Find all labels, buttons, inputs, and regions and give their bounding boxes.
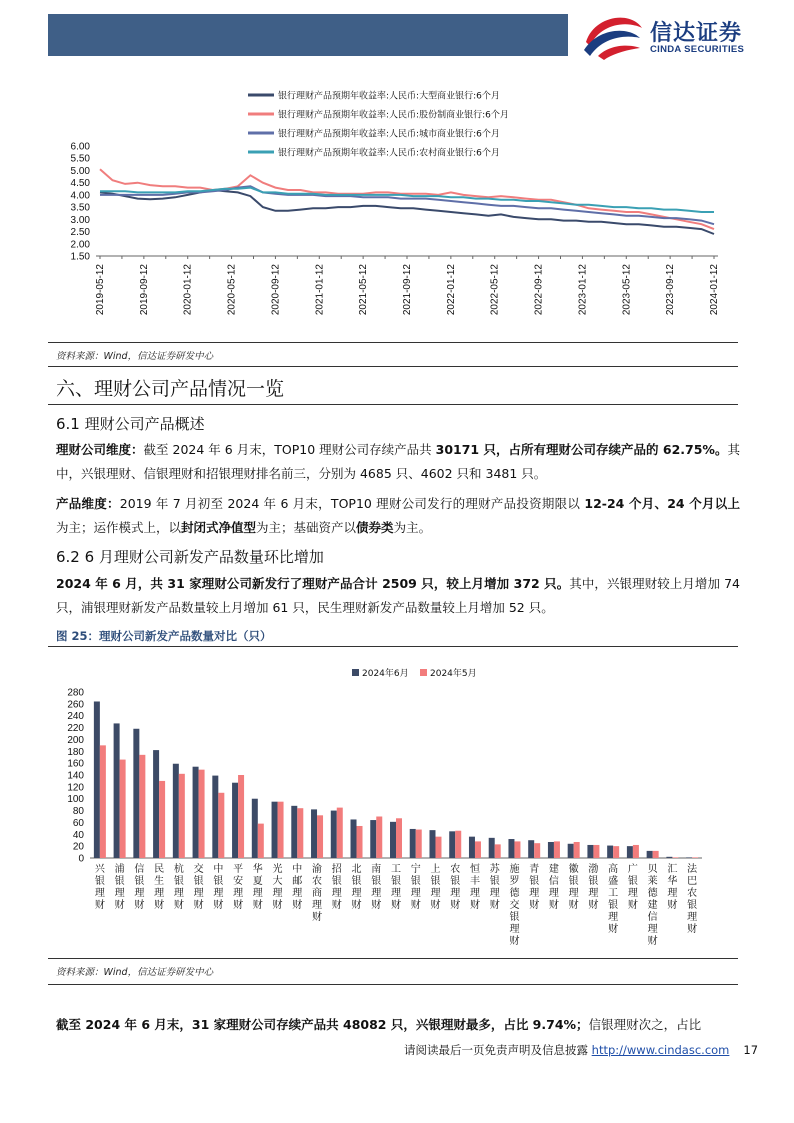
y-tick-label: 160 <box>67 758 84 770</box>
divider <box>48 646 738 647</box>
footer-disclaimer: 请阅读最后一页免责声明及信息披露 <box>404 1043 592 1057</box>
p1-text-2: 其中，兴银理财、信银理财和招银理财排名前三，分别为 4685 只、4602 只和 3481 只。 <box>56 442 740 481</box>
footer <box>404 1042 758 1058</box>
y-tick-label: 280 <box>67 687 84 699</box>
bar <box>357 826 363 858</box>
bar <box>514 841 520 858</box>
figure-25-title: 图 25：理财公司新发产品数量对比（只） <box>56 629 272 643</box>
y-tick-label: 3.50 <box>70 202 90 214</box>
cinda-logo-mark <box>580 12 646 60</box>
p4-bold: 截至 2024 年 6 月末，31 家理财公司存续产品共 48082 只，兴银理财最多，占比 9.74%； <box>56 1017 589 1032</box>
bar <box>390 822 396 858</box>
x-tick-label: 2020-01-12 <box>182 264 194 316</box>
bar <box>351 819 357 858</box>
x-category-label: 浦银理财 <box>114 864 125 911</box>
y-tick-label: 40 <box>72 829 84 841</box>
bar <box>574 842 580 858</box>
y-tick-label: 60 <box>72 817 84 829</box>
bar <box>548 842 554 858</box>
x-category-label: 法巴农银理财 <box>687 864 698 935</box>
p2-text-4: 为主。 <box>393 520 432 535</box>
bar <box>429 830 435 858</box>
bar <box>376 817 382 859</box>
y-tick-label: 5.50 <box>70 153 90 165</box>
bar <box>554 841 560 858</box>
legend-label: 银行理财产品预期年收益率:人民币:农村商业银行:6个月 <box>278 148 500 159</box>
x-category-label: 青银理财 <box>529 864 540 911</box>
paragraph-3 <box>56 572 740 620</box>
bar <box>370 820 376 858</box>
bar <box>199 770 205 858</box>
bar <box>133 729 139 858</box>
y-tick-label: 180 <box>67 746 84 758</box>
bar-chart <box>52 660 742 950</box>
p2-text-3: 为主；基础资产以 <box>256 520 357 535</box>
x-category-label: 施罗德交银理财 <box>509 864 520 947</box>
x-category-label: 农银理财 <box>450 864 461 911</box>
x-tick-label: 2022-01-12 <box>445 264 457 316</box>
logo-text-cn: 信达证券 <box>650 21 743 46</box>
bar <box>627 846 633 858</box>
bar <box>238 775 244 858</box>
x-category-label: 渤银理财 <box>588 864 599 911</box>
legend-label: 银行理财产品预期年收益率:人民币:股份制商业银行:6个月 <box>278 110 509 121</box>
bar <box>607 846 613 858</box>
x-category-label: 招银理财 <box>331 864 342 911</box>
x-tick-label: 2023-05-12 <box>621 264 633 316</box>
bar <box>534 843 540 858</box>
bar <box>159 781 165 858</box>
bar <box>489 838 495 858</box>
divider <box>48 404 738 405</box>
subsection-title-6-2: 6.2 6 月理财公司新发产品数量环比增加 <box>56 548 324 566</box>
x-category-label: 北银理财 <box>351 864 362 911</box>
bar <box>455 831 461 858</box>
y-tick-label: 200 <box>67 734 84 746</box>
bar <box>672 857 678 858</box>
p1-lead: 理财公司维度： <box>56 442 144 457</box>
figure-24 <box>56 78 746 348</box>
bar <box>212 776 218 858</box>
bar <box>100 745 106 858</box>
bar <box>435 837 441 858</box>
bar <box>291 806 297 858</box>
legend-swatch <box>352 669 359 676</box>
p1-text: 截至 2024 年 6 月末，TOP10 理财公司存续产品共 <box>143 442 436 457</box>
legend-label: 2024年6月 <box>362 669 409 679</box>
bar <box>495 844 501 858</box>
y-tick-label: 140 <box>67 770 84 782</box>
paragraph-1 <box>56 438 740 486</box>
bar <box>692 857 698 858</box>
p2-highlight-2: 封闭式净值型 <box>181 520 257 535</box>
bar <box>114 723 120 858</box>
bar <box>179 774 185 858</box>
x-category-label: 民生理财 <box>154 864 165 911</box>
x-category-label: 恒丰理财 <box>469 864 480 911</box>
x-tick-label: 2022-05-12 <box>489 264 501 316</box>
bar <box>593 845 599 858</box>
paragraph-2 <box>56 492 740 540</box>
bar <box>410 829 416 858</box>
bar <box>508 839 514 858</box>
y-tick-label: 3.00 <box>70 214 90 226</box>
bar <box>469 837 475 858</box>
x-tick-label: 2020-09-12 <box>270 264 282 316</box>
y-tick-label: 4.50 <box>70 178 90 190</box>
divider <box>48 984 738 985</box>
bar <box>653 851 659 858</box>
p3-text: 其中，兴银理财较上月增加 74 只，浦银理财新发产品数量较上月增加 61 只，民生理财新发产品数量较上月增加 52 只。 <box>56 576 740 615</box>
figure-25 <box>52 660 742 950</box>
bar <box>317 815 323 858</box>
x-category-label: 工银理财 <box>391 864 401 911</box>
bar <box>94 701 100 858</box>
x-tick-label: 2019-05-12 <box>95 264 106 316</box>
y-tick-label: 260 <box>67 699 84 711</box>
bar <box>416 830 422 858</box>
bar <box>613 846 619 858</box>
p2-text-2: 为主；运作模式上，以 <box>56 520 182 535</box>
legend-label: 银行理财产品预期年收益率:人民币:城市商业银行:6个月 <box>278 129 500 140</box>
x-category-label: 中银理财 <box>213 864 224 911</box>
divider <box>48 342 738 343</box>
y-tick-label: 20 <box>72 841 84 853</box>
y-tick-label: 1.50 <box>70 251 90 263</box>
section-title: 六、理财公司产品情况一览 <box>56 378 285 400</box>
x-tick-label: 2021-09-12 <box>402 264 413 316</box>
x-tick-label: 2024-01-12 <box>709 264 720 316</box>
y-tick-label: 220 <box>67 723 84 735</box>
p4-text: 信银理财次之，占比 <box>588 1017 702 1032</box>
bar <box>232 783 238 858</box>
figure-25-source: 资料来源：Wind，信达证券研发中心 <box>56 967 214 978</box>
y-tick-label: 240 <box>67 711 84 723</box>
bar <box>252 799 258 858</box>
bar <box>193 767 199 858</box>
p2-highlight-3: 债券类 <box>356 520 394 535</box>
x-category-label: 渝农商理财 <box>312 864 323 923</box>
subsection-title-6-1: 6.1 理财公司产品概述 <box>56 415 205 433</box>
paragraph-4 <box>56 1013 740 1037</box>
x-category-label: 徽银理财 <box>568 864 579 911</box>
bar <box>647 851 653 858</box>
y-tick-label: 0 <box>78 853 84 865</box>
x-tick-label: 2020-05-12 <box>226 264 238 316</box>
x-category-label: 杭银理财 <box>173 864 184 911</box>
bar <box>311 809 317 858</box>
bar <box>337 808 343 858</box>
x-tick-label: 2019-09-12 <box>138 264 150 316</box>
bar <box>218 793 224 858</box>
bar <box>258 824 264 858</box>
cinda-logo <box>580 12 780 60</box>
header-banner <box>48 14 568 56</box>
x-tick-label: 2023-09-12 <box>665 264 677 316</box>
logo-text-en: CINDA SECURITIES <box>650 44 745 55</box>
legend-swatch <box>420 669 427 676</box>
p2-text: 2019 年 7 月初至 2024 年 6 月末，TOP10 理财公司发行的理财产品投资期限以 <box>119 496 585 511</box>
x-category-label: 平安理财 <box>233 864 244 911</box>
y-tick-label: 2.00 <box>70 239 90 251</box>
y-tick-label: 6.00 <box>70 141 90 153</box>
x-category-label: 光大理财 <box>272 864 283 911</box>
bar <box>449 831 455 858</box>
bar <box>139 755 145 858</box>
y-tick-label: 100 <box>67 794 84 806</box>
x-category-label: 汇华理财 <box>667 864 678 911</box>
bar <box>331 811 337 858</box>
x-category-label: 中邮理财 <box>292 864 303 911</box>
y-tick-label: 4.00 <box>70 190 90 202</box>
y-tick-label: 5.00 <box>70 165 90 177</box>
divider <box>48 958 738 959</box>
bar <box>666 857 672 858</box>
p2-highlight-1: 12-24 个月、24 个月以上 <box>584 496 740 511</box>
bar <box>153 750 159 858</box>
bar <box>633 845 639 858</box>
figure-24-source: 资料来源：Wind，信达证券研发中心 <box>56 351 214 362</box>
bar <box>396 818 402 858</box>
legend-label: 银行理财产品预期年收益率:人民币:大型商业银行:6个月 <box>278 91 500 102</box>
bar <box>272 802 278 858</box>
bar <box>297 808 303 858</box>
footer-link[interactable]: http://www.cindasc.com <box>591 1043 730 1057</box>
x-tick-label: 2021-01-12 <box>314 264 326 316</box>
y-tick-label: 120 <box>67 782 84 794</box>
bar <box>568 844 574 858</box>
page-number: 17 <box>743 1043 759 1057</box>
legend-label: 2024年5月 <box>430 669 477 679</box>
p3-bold: 2024 年 6 月，共 31 家理财公司新发行了理财产品合计 2509 只，较上月增加 372 只。 <box>56 576 570 591</box>
x-category-label: 广银理财 <box>627 864 638 911</box>
bar <box>528 840 534 858</box>
x-tick-label: 2023-01-12 <box>577 264 589 316</box>
p1-highlight: 30171 只，占所有理财公司存续产品的 62.75%。 <box>435 442 728 457</box>
bar <box>120 760 126 858</box>
bar <box>475 841 481 858</box>
x-category-label: 信银理财 <box>134 864 145 911</box>
x-category-label: 贝莱德建信理财 <box>647 864 658 947</box>
bar <box>686 857 692 858</box>
line-chart <box>56 78 746 348</box>
x-category-label: 建信理财 <box>548 864 559 911</box>
x-category-label: 华夏理财 <box>252 864 263 911</box>
y-tick-label: 2.50 <box>70 227 90 239</box>
x-category-label: 宁银理财 <box>410 864 421 911</box>
x-category-label: 兴银理财 <box>94 864 105 911</box>
x-tick-label: 2021-05-12 <box>358 264 370 316</box>
p2-lead: 产品维度： <box>56 496 120 511</box>
x-category-label: 南银理财 <box>371 864 382 911</box>
x-category-label: 上银理财 <box>430 864 441 911</box>
x-tick-label: 2022-09-12 <box>533 263 545 316</box>
bar <box>587 845 593 858</box>
x-category-label: 交银理财 <box>193 864 204 911</box>
y-tick-label: 80 <box>72 806 84 818</box>
bar <box>278 802 284 858</box>
x-category-label: 苏银理财 <box>489 864 500 911</box>
bar <box>173 764 179 858</box>
x-category-label: 高盛工银理财 <box>608 864 619 935</box>
divider <box>48 366 738 367</box>
